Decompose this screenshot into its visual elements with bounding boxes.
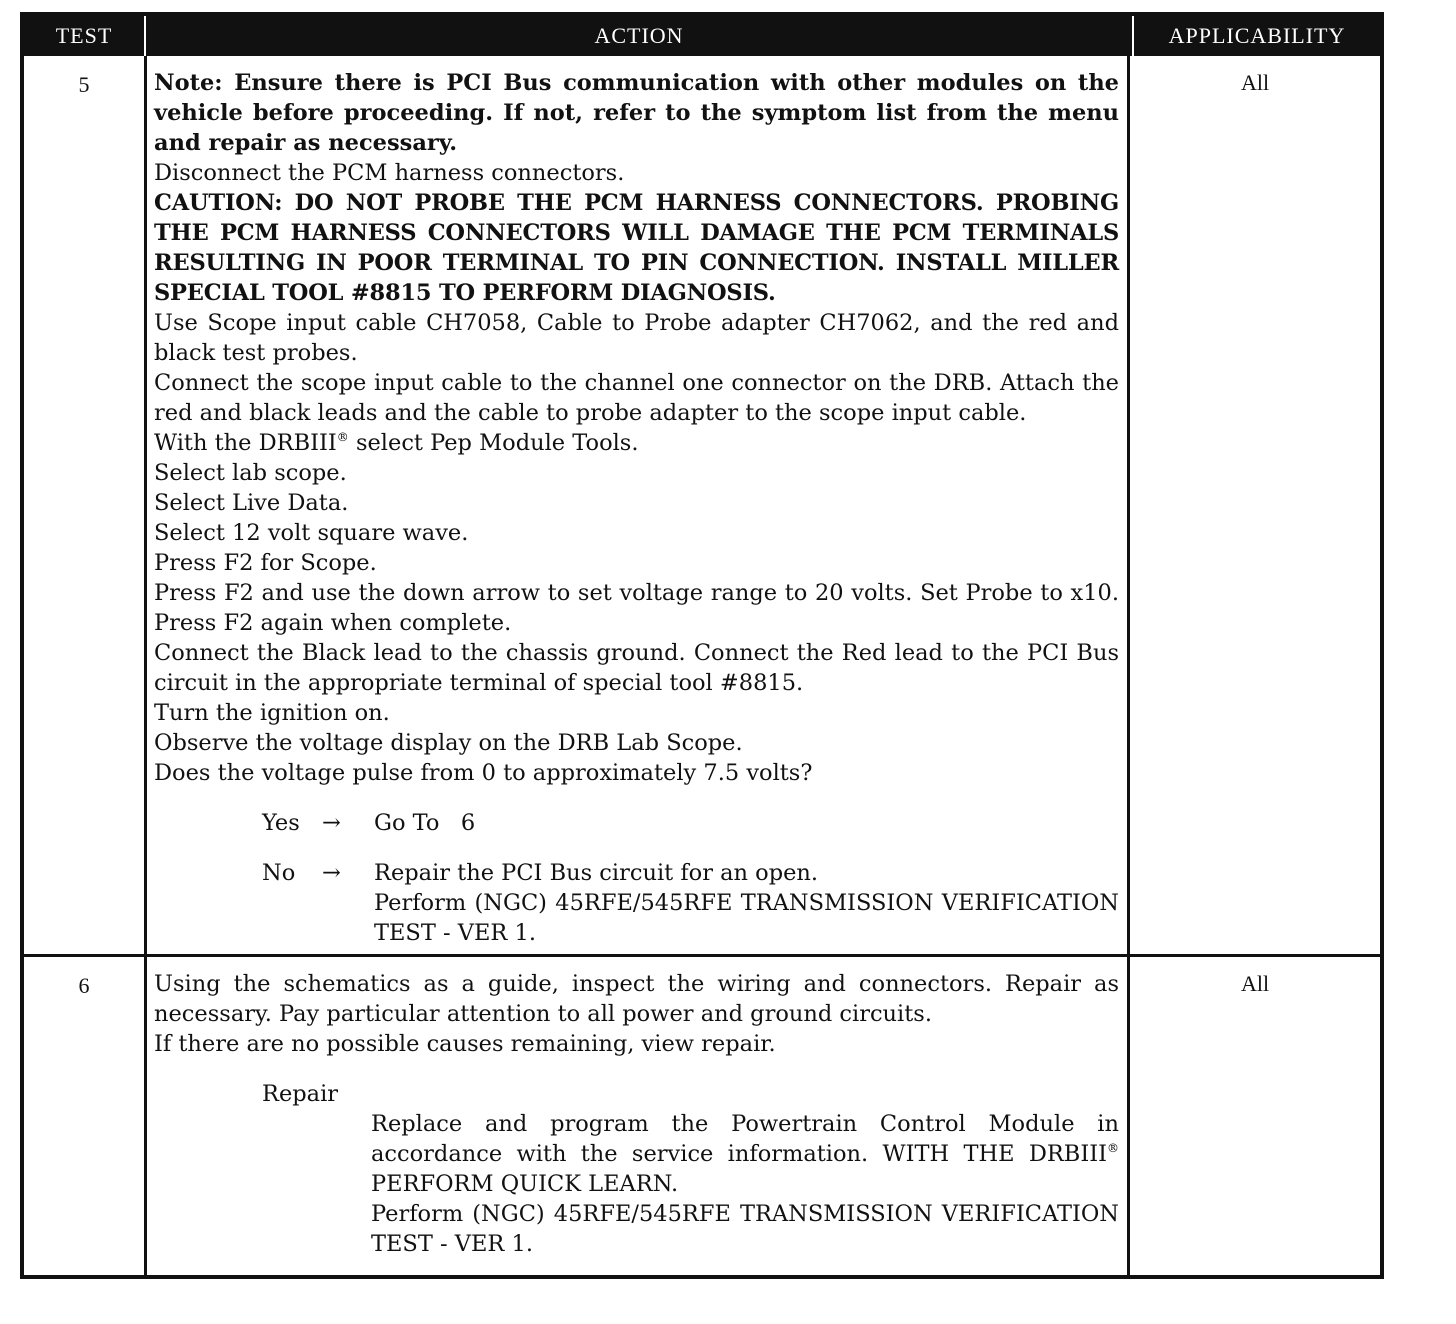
repair-text [371,1109,1119,1259]
header-test: TEST [55,23,113,48]
repair-label: Repair [262,1081,339,1107]
table-row [24,56,1380,954]
step-text [154,428,1119,458]
note-text: Note: Ensure there is PCI Bus communication with other modules on the vehicle before proceeding. If not, refer to the symptom list from the menu and repair as necessary. [154,70,1119,156]
step-text: Select 12 volt square wave. [154,520,469,546]
step-text: Observe the voltage display on the DRB Lab Scope. [154,730,743,756]
no-text-line: Perform (NGC) 45RFE/545RFE TRANSMISSION VERIFICATION TEST - VER 1. [374,890,1119,946]
registered-mark: ® [1107,1141,1119,1155]
yes-text: Go To 6 [374,810,476,836]
branch-yes [262,808,1119,838]
header-applicability: APPLICABILITY [1168,23,1346,48]
step-text: Connect the scope input cable to the channel one connector on the DRB. Attach the red and black leads and the cable to probe adapter to the scope input cable. [154,370,1119,426]
step-text: Select lab scope. [154,460,347,486]
action-cell [144,56,1130,954]
step-text: Select Live Data. [154,490,349,516]
step-text: Using the schematics as a guide, inspect the wiring and connectors. Repair as necessary. Pay particular attention to all power and ground circuits. [154,971,1119,1027]
branch-no [262,858,1119,948]
step-text: Use Scope input cable CH7058, Cable to Probe adapter CH7062, and the red and black test probes. [154,310,1119,366]
yes-label: Yes [262,810,300,836]
step-text: Connect the Black lead to the chassis ground. Connect the Red lead to the PCI Bus circuit in the appropriate terminal of special tool #8815. [154,640,1119,696]
table-row [24,954,1380,1275]
step-text: If there are no possible causes remaining, view repair. [154,1031,776,1057]
header-action: ACTION [144,16,1134,56]
applicability-value: All [1240,971,1270,996]
right-arrow-icon: → [322,810,341,836]
test-number: 6 [78,973,90,998]
step-text: Press F2 for Scope. [154,550,377,576]
caution-text: CAUTION: DO NOT PROBE THE PCM HARNESS CONNECTORS. PROBING THE PCM HARNESS CONNECTORS WILL DAMAGE THE PCM TERMINALS RESULTING IN POOR TERMINAL TO PIN CONNECTION. INSTALL MILLER SPECIAL TOOL #8815 TO PERFORM DIAGNOSIS. [154,190,1119,306]
no-text-line: Repair the PCI Bus circuit for an open. [374,860,819,886]
no-text [374,858,1119,948]
applicability-value: All [1240,70,1270,95]
repair-text-line [371,1109,1119,1199]
repair-text-line: Perform (NGC) 45RFE/545RFE TRANSMISSION VERIFICATION TEST - VER 1. [371,1201,1119,1257]
diagnostic-table [20,12,1384,1279]
no-label: No [262,860,296,886]
right-arrow-icon: → [322,860,341,886]
step-text: Turn the ignition on. [154,700,390,726]
action-cell [144,957,1130,1275]
decision-branches [262,808,1119,948]
repair-text-pre: Replace and program the Powertrain Control Module in accordance with the service information. WITH THE DRBIII [371,1111,1119,1167]
test-number: 5 [78,72,90,97]
question-text: Does the voltage pulse from 0 to approximately 7.5 volts? [154,760,813,786]
step-text-post: select Pep Module Tools. [348,430,639,456]
repair-block [262,1079,1119,1259]
registered-mark: ® [336,430,349,444]
step-text: Press F2 and use the down arrow to set voltage range to 20 volts. Set Probe to x10. Press F2 again when complete. [154,580,1119,636]
table-header [24,16,1380,56]
repair-text-post: PERFORM QUICK LEARN. [371,1171,679,1197]
step-text: Disconnect the PCM harness connectors. [154,160,625,186]
step-text-pre: With the DRBIII [154,430,337,456]
